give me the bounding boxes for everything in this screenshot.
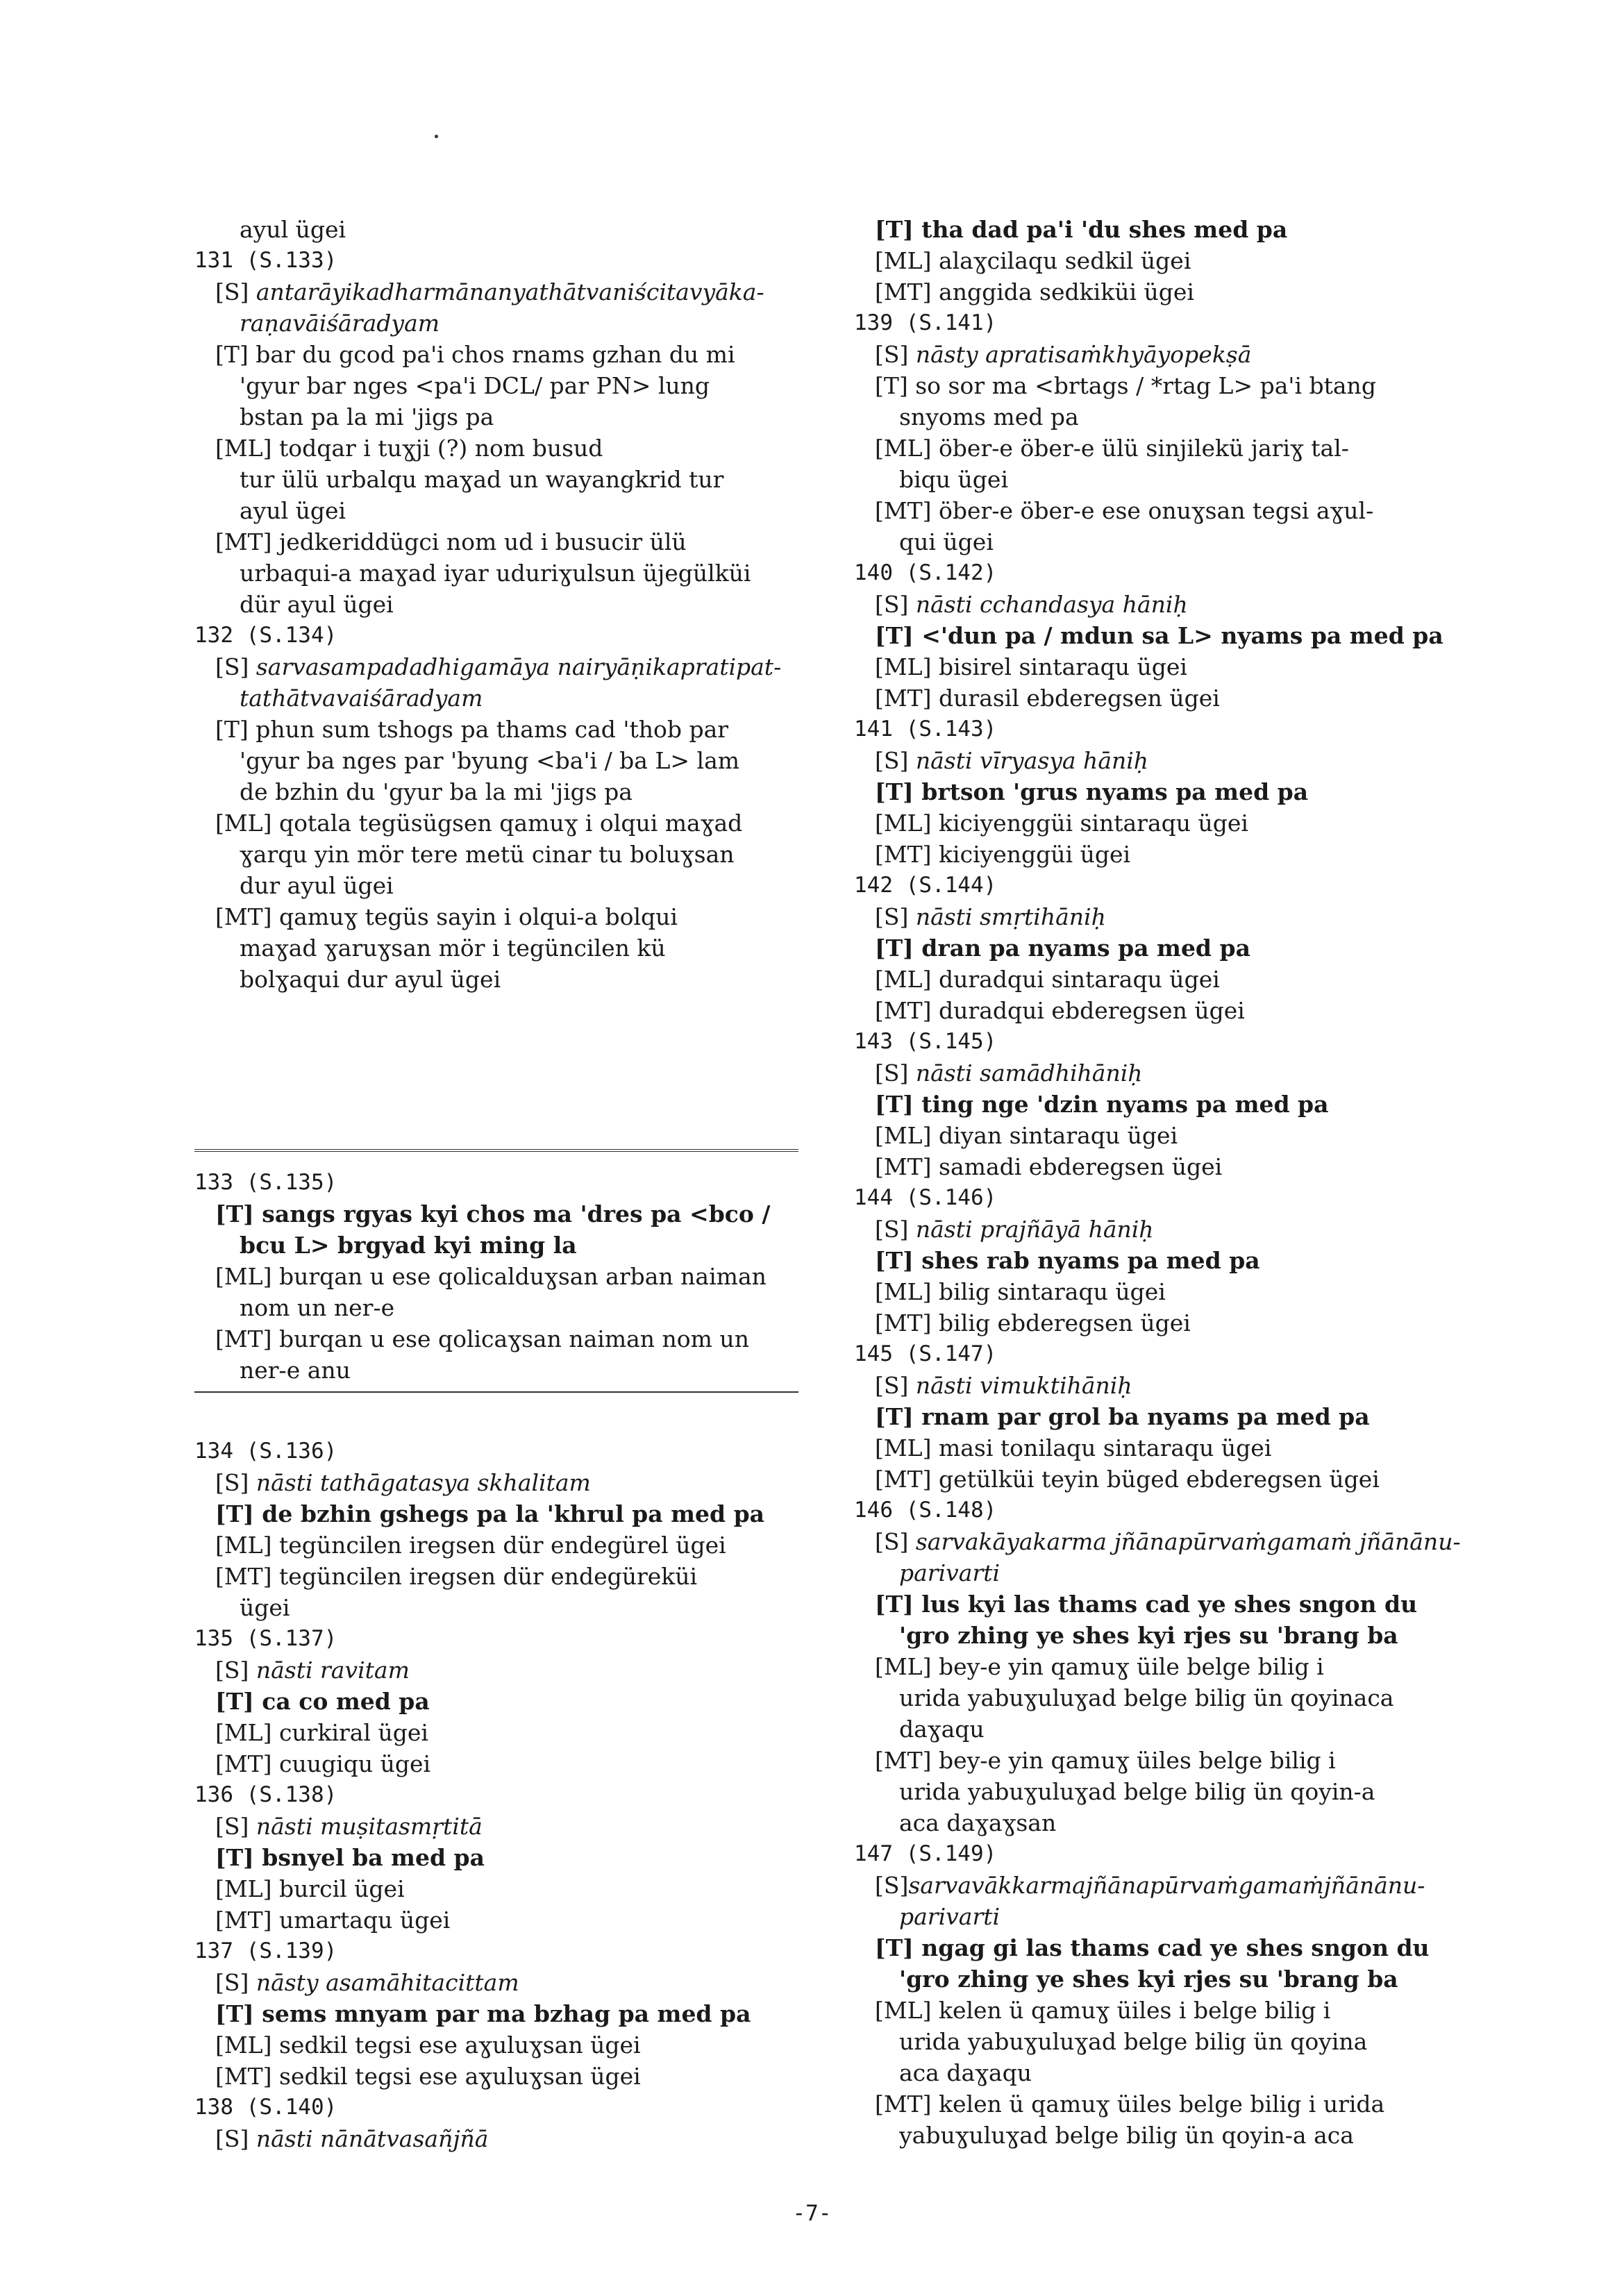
text-line: tur ülü urbalqu maɣad un wayangkrid tur	[240, 466, 724, 493]
text-line: biqu ügei	[899, 466, 1009, 493]
text-line: [ML] bisirel sintaraqu ügei	[875, 653, 1187, 680]
entry-number: 139 (S.141)	[854, 310, 997, 335]
text-line: [ML] kelen ü qamuɣ üiles i belge bilig i	[875, 1997, 1331, 2024]
entry-number: 131 (S.133)	[194, 248, 337, 273]
text-line: [ML] sedkil tegsi ese aɣuluɣsan ügei	[215, 2031, 641, 2059]
text-line: [ML] kiciyenggüi sintaraqu ügei	[875, 810, 1248, 837]
entry-number: 135 (S.137)	[194, 1626, 337, 1651]
text-line: [ML] qotala tegüsügsen qamuɣ i olqui maɣad	[215, 810, 743, 837]
text-line: [MT] bilig ebderegsen ügei	[875, 1309, 1191, 1336]
entry-number: 142 (S.144)	[854, 873, 997, 898]
text-line: [T] shes rab nyams pa med pa	[875, 1247, 1260, 1274]
text-line: [T] rnam par grol ba nyams pa med pa	[875, 1403, 1370, 1430]
text-line: [MT] tegüncilen iregsen dür endegüreküi	[215, 1563, 698, 1590]
text-line: [MT] sedkil tegsi ese aɣuluɣsan ügei	[215, 2063, 641, 2090]
text-line: [T] sems mnyam par ma bzhag pa med pa	[215, 2000, 751, 2027]
text-line: [ML] bey-e yin qamuɣ üile belge bilig i	[875, 1653, 1324, 1680]
entry-block-133-boxed	[194, 1167, 805, 1386]
text-line: [T] bsnyel ba med pa	[215, 1844, 485, 1871]
text-line: aca daɣaɣsan	[899, 1809, 1057, 1836]
text-line: [T] lus kyi las thams cad ye shes sngon du	[875, 1591, 1418, 1618]
entry-number: 146 (S.148)	[854, 1498, 997, 1523]
entry-number: 143 (S.145)	[854, 1029, 997, 1054]
text-line: [T] dran pa nyams pa med pa	[875, 935, 1250, 962]
text-line: [MT] durasil ebderegsen ügei	[875, 685, 1220, 712]
text-line: [S] antarāyikadharmānanyathātvaniścitavyāka-	[215, 278, 764, 305]
text-line: [MT] anggida sedkiküi ügei	[875, 278, 1194, 305]
stray-mark	[435, 135, 438, 138]
text-line: [MT] burqan u ese qolicaɣsan naiman nom un	[215, 1325, 749, 1352]
text-line: bolɣaqui dur ayul ügei	[240, 966, 501, 993]
text-line: [T] tha dad pa'i 'du shes med pa	[875, 216, 1288, 243]
text-line: [S] nāsti prajñāyā hāniḥ	[875, 1216, 1154, 1243]
text-line: dur ayul ügei	[240, 872, 394, 899]
text-line: [S] nāsti ravitam	[215, 1657, 410, 1684]
page-number: -7-	[792, 2201, 832, 2226]
text-line: parivarti	[899, 1903, 1001, 1930]
text-line: [MT] öber-e öber-e ese onuɣsan tegsi aɣul-	[875, 497, 1374, 524]
text-line: [MT] umartaqu ügei	[215, 1907, 451, 1934]
entry-block-134-138	[194, 1436, 805, 2154]
text-line: [MT] duradqui ebderegsen ügei	[875, 997, 1245, 1024]
text-line: [T] ca co med pa	[215, 1688, 430, 1715]
entry-number: 136 (S.138)	[194, 1782, 337, 1807]
entry-number: 134 (S.136)	[194, 1439, 337, 1464]
text-line: [ML] duradqui sintaraqu ügei	[875, 966, 1220, 993]
entry-number: 132 (S.134)	[194, 623, 337, 648]
text-line: ɣarqu yin mör tere metü cinar tu boluɣsan	[240, 841, 735, 868]
text-line: [ML] öber-e öber-e ülü sinjilekü jariɣ tal-	[875, 435, 1349, 462]
text-line: [T] sangs rgyas kyi chos ma 'dres pa <bco /	[215, 1200, 771, 1227]
text-line: daɣaqu	[899, 1716, 985, 1743]
right-column	[854, 214, 1521, 2151]
text-line: [T] ting nge 'dzin nyams pa med pa	[875, 1091, 1329, 1118]
text-line: [T] brtson 'grus nyams pa med pa	[875, 778, 1309, 805]
entry-number: 147 (S.149)	[854, 1841, 997, 1866]
entry-number: 133 (S.135)	[194, 1170, 337, 1195]
text-line: [ML] alaɣcilaqu sedkil ügei	[875, 247, 1191, 274]
text-line: [ML] curkiral ügei	[215, 1719, 428, 1746]
entry-number: 138 (S.140)	[194, 2095, 337, 2120]
text-line: [S] nāsty apratisaṁkhyāyopekṣā	[875, 341, 1252, 368]
text-line: [S] nāsti tathāgatasya skhalitam	[215, 1469, 591, 1496]
text-line: [T] de bzhin gshegs pa la 'khrul pa med pa	[215, 1500, 765, 1527]
text-line: [ML] masi tonilaqu sintaraqu ügei	[875, 1434, 1272, 1461]
text-line: snyoms med pa	[899, 403, 1079, 430]
text-line: [S] nāsti muṣitasmṛtitā	[215, 1813, 483, 1840]
text-line: [MT] cuugiqu ügei	[215, 1750, 431, 1777]
text-line: 'gro zhing ye shes kyi rjes su 'brang ba	[899, 1966, 1398, 1993]
text-line: 'gyur bar nges <pa'i DCL/ par PN> lung	[240, 372, 710, 399]
text-line: urida yabuɣuluɣad belge bilig ün qoyinaca	[899, 1684, 1394, 1711]
entry-number: 144 (S.146)	[854, 1185, 997, 1210]
text-line: urida yabuɣuluɣad belge bilig ün qoyina	[899, 2028, 1368, 2055]
entry-block-138-147	[854, 214, 1521, 2151]
text-line: ner-e anu	[240, 1357, 351, 1384]
entry-block-131-132	[194, 214, 805, 995]
text-line: [S] nāsti samādhihāniḥ	[875, 1059, 1143, 1087]
spacer	[194, 995, 805, 1149]
text-line: [S] nāsty asamāhitacittam	[215, 1969, 519, 1996]
text-line: 'gyur ba nges par 'byung <ba'i / ba L> lam	[240, 747, 740, 774]
text-line: [T] <'dun pa / mdun sa L> nyams pa med pa	[875, 622, 1443, 649]
entry-number: 145 (S.147)	[854, 1341, 997, 1366]
text-line: bcu L> brgyad kyi ming la	[240, 1232, 577, 1259]
text-line: [S] sarvakāyakarma jñānapūrvaṁgamaṁ jñānānu-	[875, 1528, 1461, 1555]
text-line: [ML] burqan u ese qolicalduɣsan arban naiman	[215, 1263, 767, 1290]
text-line: aca daɣaqu	[899, 2059, 1032, 2086]
text-line: tathātvavaiśāradyam	[240, 685, 483, 712]
entry-number: 137 (S.139)	[194, 1938, 337, 1963]
text-line: nom un ner-e	[240, 1294, 395, 1321]
text-line: [S] sarvasampadadhigamāya nairyāṇikapratipat-	[215, 653, 782, 680]
text-line: [ML] tegüncilen iregsen dür endegürel ügei	[215, 1532, 726, 1559]
text-line: [S] nāsti vīryasya hāniḥ	[875, 747, 1149, 774]
text-line: [ML] todqar i tuɣji (?) nom busud	[215, 435, 603, 462]
text-line: ayul ügei	[240, 497, 346, 524]
text-line: [ML] burcil ügei	[215, 1875, 405, 1902]
entry-number: 140 (S.142)	[854, 560, 997, 585]
text-line: [T] bar du gcod pa'i chos rnams gzhan du mi	[215, 341, 735, 368]
text-line: maɣad ɣaruɣsan mör i tegüncilen kü	[240, 935, 666, 962]
text-line: [MT] getülküi teyin büged ebderegsen ügei	[875, 1466, 1380, 1493]
text-line: [T] phun sum tshogs pa thams cad 'thob par	[215, 716, 729, 743]
text-line: [MT] bey-e yin qamuɣ üiles belge bilig i	[875, 1747, 1336, 1774]
text-line: raṇavāiśāradyam	[240, 310, 440, 337]
text-line: [MT] jedkeriddügci nom ud i busucir ülü	[215, 528, 687, 555]
text-line: 'gro zhing ye shes kyi rjes su 'brang ba	[899, 1622, 1398, 1649]
text-line: [ML] bilig sintaraqu ügei	[875, 1278, 1166, 1305]
text-line: [S] nāsti vimuktihāniḥ	[875, 1372, 1132, 1399]
text-line: [T] ngag gi las thams cad ye shes sngon du	[875, 1934, 1430, 1961]
text-line: dür ayul ügei	[240, 591, 394, 618]
text-line: de bzhin du 'gyur ba la mi 'jigs pa	[240, 778, 633, 805]
entry-number: 141 (S.143)	[854, 717, 997, 741]
text-line: bstan pa la mi 'jigs pa	[240, 403, 494, 430]
text-line: [MT] qamuɣ tegüs sayin i olqui-a bolqui	[215, 903, 678, 930]
text-line: yabuɣuluɣad belge bilig ün qoyin-a aca	[899, 2122, 1354, 2149]
text-line: [ML] diyan sintaraqu ügei	[875, 1122, 1178, 1149]
text-line: [S] nāsti cchandasya hāniḥ	[875, 591, 1188, 618]
text-line: ayul ügei	[240, 216, 346, 243]
text-line: qui ügei	[899, 528, 994, 555]
left-column	[194, 214, 805, 2154]
text-line: [T] so sor ma <brtags / *rtag L> pa'i btang	[875, 372, 1376, 399]
text-line: parivarti	[899, 1559, 1001, 1586]
text-line: urbaqui-a maɣad iyar uduriɣulsun üjegülküi	[240, 560, 751, 587]
text-line: [S]sarvavākkarmajñānapūrvaṁgamaṁjñānānu-	[875, 1872, 1425, 1899]
text-line: [S] nāsti smṛtihāniḥ	[875, 903, 1106, 930]
text-line: [S] nāsti nānātvasañjñā	[215, 2125, 489, 2152]
text-line: ügei	[240, 1594, 290, 1621]
text-line: [MT] samadi ebderegsen ügei	[875, 1153, 1223, 1180]
text-line: [MT] kelen ü qamuɣ üiles belge bilig i urida	[875, 2090, 1385, 2118]
text-line: [MT] kiciyenggüi ügei	[875, 841, 1131, 868]
text-line: urida yabuɣuluɣad belge bilig ün qoyin-a	[899, 1778, 1375, 1805]
